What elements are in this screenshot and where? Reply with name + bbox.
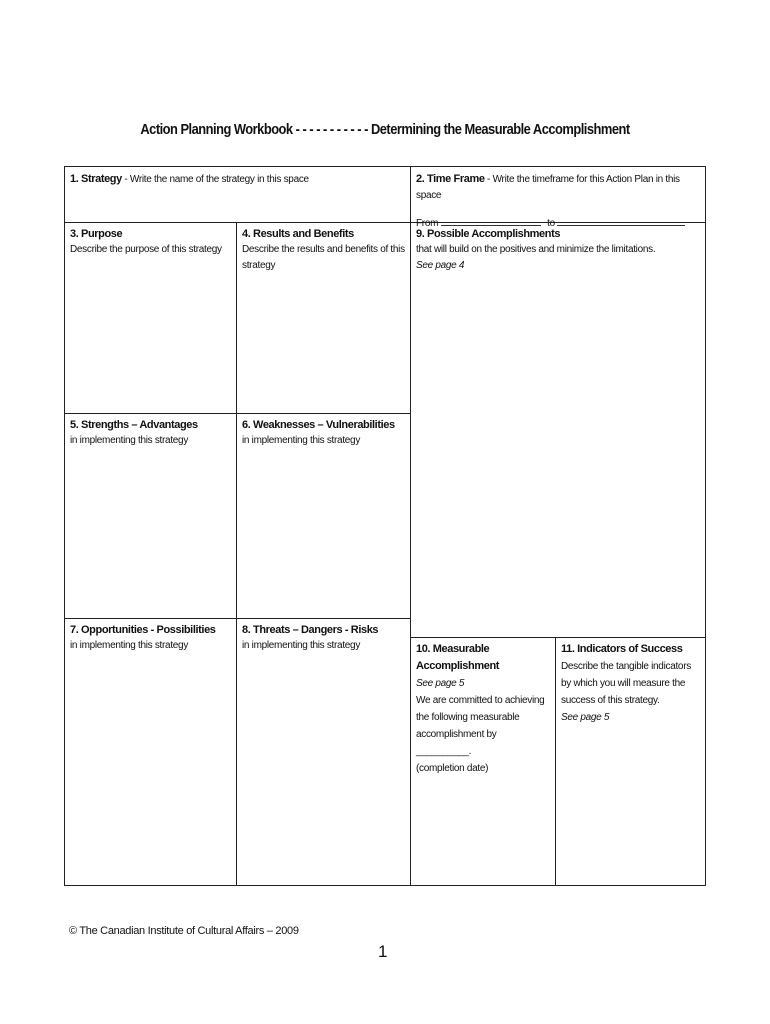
measurable-accomplishment-cell[interactable]	[411, 638, 555, 885]
results-cell[interactable]	[237, 223, 410, 413]
strategy-instruction: Write the name of the strategy in this space	[129, 174, 309, 185]
possible-accomplishments-heading: 9. Possible Accomplishments	[416, 228, 561, 240]
table-border-bottom	[64, 885, 706, 886]
opportunities-instruction: in implementing this strategy	[70, 640, 189, 651]
page-title: Action Planning Workbook - - - - - - - - - - - Determining the Measurable Accomplishment	[140, 121, 630, 138]
opportunities-heading: 7. Opportunities - Possibilities	[70, 624, 216, 636]
time-frame-heading: 2. Time Frame	[416, 173, 485, 185]
threats-cell[interactable]	[237, 619, 410, 885]
time-frame-separator: -	[484, 174, 493, 185]
indicators-heading: 11. Indicators of Success	[561, 643, 683, 655]
table-border-top	[64, 166, 706, 167]
measurable-heading-line-2: Accomplishment	[416, 660, 500, 672]
purpose-cell[interactable]	[65, 223, 236, 413]
indicators-reference: See page 5	[561, 712, 610, 723]
possible-accomplishments-cell[interactable]	[411, 223, 705, 637]
strengths-cell[interactable]	[65, 414, 236, 618]
strategy-separator: -	[121, 174, 130, 185]
from-label: From	[416, 218, 439, 229]
purpose-heading: 3. Purpose	[70, 228, 123, 240]
measurable-text-3: accomplishment by __________.	[416, 729, 497, 757]
measurable-text-2: the following measurable	[416, 712, 520, 723]
results-instruction: Describe the results and benefits of this strategy	[242, 244, 405, 271]
possible-accomplishments-instruction: that will build on the positives and minimize the limitations.	[416, 244, 656, 255]
indicators-cell[interactable]	[556, 638, 705, 885]
threats-heading: 8. Threats – Dangers - Risks	[242, 624, 379, 636]
weaknesses-cell[interactable]	[237, 414, 410, 618]
measurable-text-1: We are committed to achieving	[416, 695, 545, 706]
opportunities-cell[interactable]	[65, 619, 236, 885]
indicators-instruction: Describe the tangible indicators by which you will measure the success of this strategy.	[561, 661, 691, 706]
strengths-heading: 5. Strengths – Advantages	[70, 419, 198, 431]
time-frame-instruction: Write the timeframe for this Action Plan in this space	[416, 174, 680, 201]
strategy-heading: 1. Strategy	[70, 173, 122, 185]
purpose-instruction: Describe the purpose of this strategy	[70, 244, 222, 255]
measurable-text-4: (completion date)	[416, 763, 489, 774]
strengths-instruction: in implementing this strategy	[70, 435, 189, 446]
results-heading: 4. Results and Benefits	[242, 228, 354, 240]
measurable-reference: See page 5	[416, 678, 465, 689]
copyright-footer: © The Canadian Institute of Cultural Affairs – 2009	[69, 925, 299, 937]
possible-accomplishments-reference: See page 4	[416, 260, 465, 271]
measurable-heading-line-1: 10. Measurable	[416, 643, 490, 655]
table-border-right	[705, 166, 706, 886]
threats-instruction: in implementing this strategy	[242, 640, 361, 651]
weaknesses-heading: 6. Weaknesses – Vulnerabilities	[242, 419, 395, 431]
page-number: 1	[378, 942, 388, 961]
weaknesses-instruction: in implementing this strategy	[242, 435, 361, 446]
strategy-cell[interactable]	[65, 168, 410, 222]
to-label: to	[547, 218, 555, 229]
time-frame-cell[interactable]	[411, 168, 705, 229]
